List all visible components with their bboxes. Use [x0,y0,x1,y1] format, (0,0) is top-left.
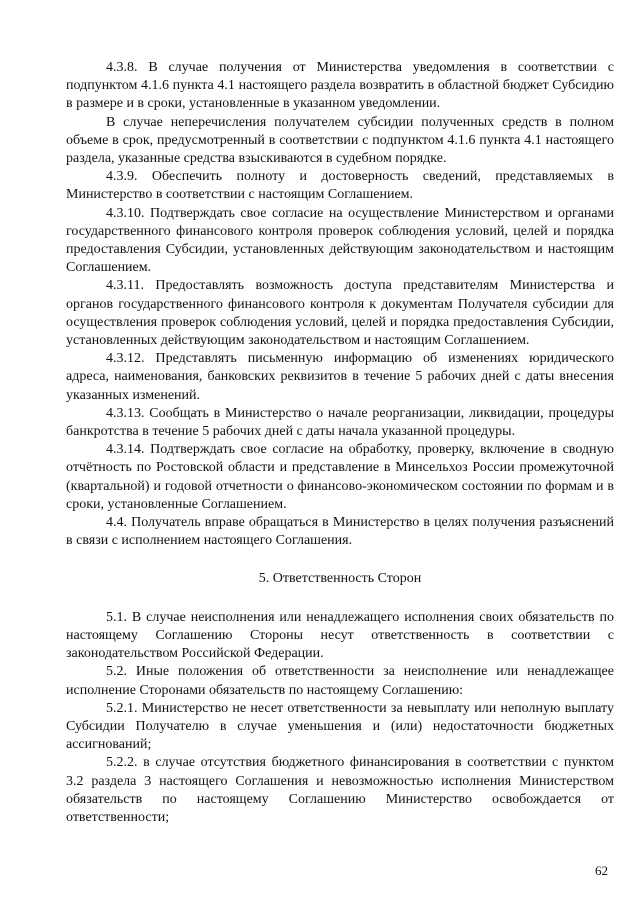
paragraph-4-4: 4.4. Получатель вправе обращаться в Министерство в целях получения разъяснений в связи с исполнением настоящего Соглашения. [66,515,614,549]
paragraph-4-3-11: 4.3.11. Предоставлять возможность доступа представителям Министерства и органов государственного финансового контроля к документам Получателя субсидии для осуществления проверок соблюдения условий, целей и порядка предоставления Субсидии, установленных действующим законодательством и настоящим Соглашением. [66,278,614,349]
paragraph-4-3-14: 4.3.14. Подтверждать свое согласие на обработку, проверку, включение в сводную отчётность по Ростовской области и представление в Минсельхоз России промежуточной (квартальной) и годовой отчетности о финансово-экономическом состоянии по формам и в сроки, установленные Соглашением. [66,442,614,512]
page-number: 62 [595,863,608,878]
paragraph-4-3-12: 4.3.12. Представлять письменную информацию об изменениях юридического адреса, наименования, банковских реквизитов в течение 5 рабочих дней с даты внесения указанных изменений. [66,351,614,403]
paragraph-5-1: 5.1. В случае неисполнения или ненадлежащего исполнения своих обязательств по настоящему Соглашению Стороны несут ответственность в соответствии с законодательством Российской Федерации. [66,609,614,662]
paragraph-5-2: 5.2. Иные положения об ответственности за неисполнение или ненадлежащее исполнение Сторонами обязательств по настоящему Соглашению: [66,664,614,698]
paragraph-5-2-2: 5.2.2. в случае отсутствия бюджетного финансирования в соответствии с пунктом 3.2 раздела 3 настоящего Соглашения и невозможностью исполнения Министерством обязательств по настоящему Соглашению Министерство освобождается от ответственности; [66,755,614,825]
paragraph-4-3-10: 4.3.10. Подтверждать свое согласие на осуществление Министерством и органами государственного финансового контроля проверок соблюдения условий, целей и порядка предоставления Субсидии, установленных действующим законодательством и настоящим Соглашением. [66,205,614,276]
paragraph-5-2-1: 5.2.1. Министерство не несет ответственности за невыплату или неполную выплату Субсидии Получателю в случае уменьшения и (или) недостаточности бюджетных ассигнований; [66,700,614,753]
paragraph-4-3-9: 4.3.9. Обеспечить полноту и достоверность сведений, представляемых в Министерство в соответствии с настоящим Соглашением. [66,169,614,203]
paragraph-4-3-13: 4.3.13. Сообщать в Министерство о начале реорганизации, ликвидации, процедуры банкротства в течение 5 рабочих дней с даты начала указанной процедуры. [66,405,614,440]
document-body [66,59,614,827]
paragraph-non-transfer: В случае неперечисления получателем субсидии полученных средств в полном объеме в срок, предусмотренный в соответствии с подпунктом 4.1.6 пункта 4.1 настоящего раздела, указанные средства взыскиваются в судебном порядке. [66,114,614,167]
paragraph-4-3-8: 4.3.8. В случае получения от Министерства уведомления в соответствии с подпунктом 4.1.6 пункта 4.1 настоящего раздела возвратить в областной бюджет Субсидию в размере и в сроки, установленные в указанном уведомлении. [66,60,614,112]
section-heading: 5. Ответственность Сторон [258,571,422,587]
